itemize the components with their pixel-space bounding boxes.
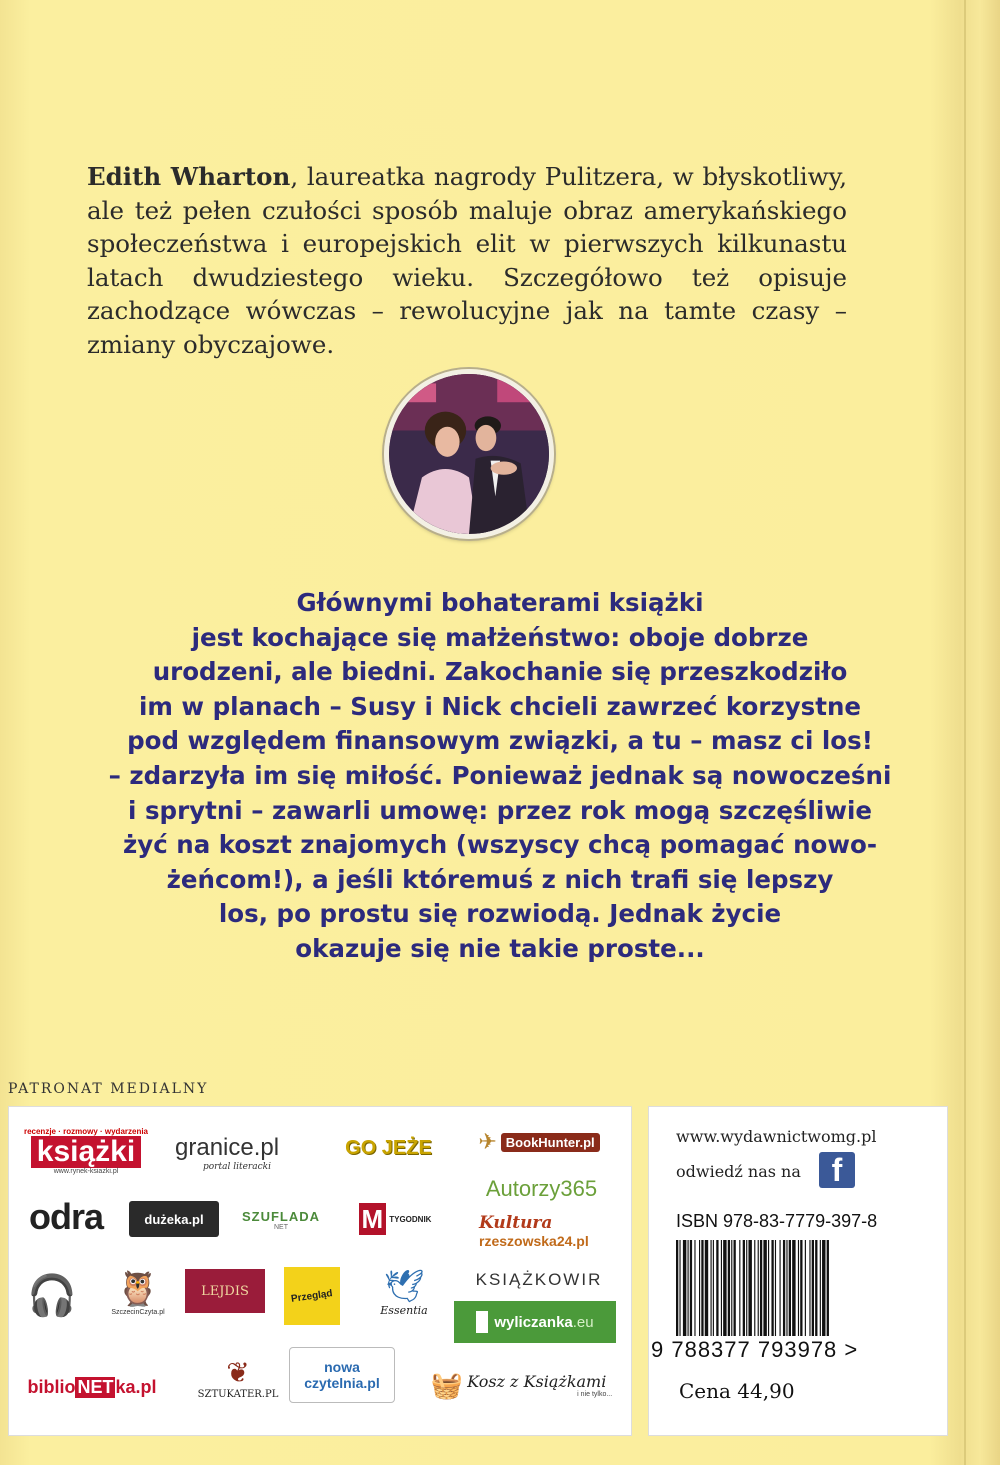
- barcode-bar: [805, 1240, 806, 1336]
- barcode-bar: [743, 1240, 745, 1336]
- logo-biblionetka-c: ka.pl: [115, 1376, 157, 1397]
- barcode-bar: [809, 1240, 810, 1336]
- logo-przeglad-text: Przegląd: [290, 1287, 334, 1305]
- barcode-bar: [716, 1240, 718, 1336]
- logo-szczecin-czyta: [93, 1257, 183, 1327]
- author-name: Edith Wharton: [87, 162, 291, 191]
- logo-miasto-text: TYGODNIK: [389, 1214, 432, 1224]
- isbn-barcode: [676, 1240, 913, 1336]
- barcode-bar: [683, 1240, 686, 1336]
- logo-granice: [175, 1129, 310, 1177]
- logo-szuflada-sub: NET: [274, 1224, 288, 1231]
- logo-ksiazkowir-text: KSIĄŻKOWIR: [475, 1270, 603, 1289]
- blurb-line: Głównymi bohaterami książki: [296, 588, 704, 617]
- logo-lejdis: [185, 1269, 265, 1313]
- barcode-bar: [734, 1240, 736, 1336]
- logo-bookhunter-text: BookHunter.pl: [501, 1133, 600, 1152]
- dancing-couple-photo: [384, 369, 554, 539]
- barcode-bar: [676, 1240, 678, 1336]
- barcode-bar: [746, 1240, 747, 1336]
- logo-podcast: [27, 1265, 77, 1325]
- blurb-line: im w planach – Susy i Nick chcieli zawrzeć korzystne: [138, 691, 862, 721]
- barcode-bar: [789, 1240, 791, 1336]
- logo-szczecin-text: SzczecinCzyta.pl: [111, 1308, 165, 1316]
- barcode-bar: [798, 1240, 799, 1336]
- barcode-bar: [728, 1240, 730, 1336]
- barcode-bar: [699, 1240, 700, 1336]
- barcode-bar: [812, 1240, 814, 1336]
- logo-biblionetka-b: NET: [77, 1376, 114, 1397]
- logo-ksiazki-url: www.rynek-ksiazki.pl: [53, 1168, 119, 1175]
- intro-paragraph: [87, 160, 847, 361]
- blurb-line: żyć na koszt znajomych (wszyscy chcą pomagać nowo-: [122, 830, 878, 860]
- logo-biblionetka-a: biblio: [27, 1376, 76, 1397]
- logo-kultura-title: Kultura: [479, 1213, 553, 1233]
- barcode-bar: [768, 1240, 769, 1336]
- dove-icon: 🕊: [383, 1267, 425, 1304]
- logo-wyliczanka: [454, 1301, 616, 1343]
- logo-kosz-z-ksiazkami: [419, 1357, 624, 1413]
- bookmark-icon: [476, 1311, 488, 1333]
- logo-kosz-sub: i nie tylko...: [577, 1391, 613, 1398]
- intro-text: , laureatka nagrody Pulitzera, w błyskotliwy, ale też pełen czułości sposób maluje obraz amerykańskiego społeczeństwa i europejskich elit w pierwszych kilkunastu latach dwudziestego wieku. Szczegółowo też opisuje zachodzące wówczas – rewolucyjne jak na tamte czasy – zmiany obyczajowe.: [87, 162, 847, 359]
- logo-kultura-rzeszowska: [479, 1211, 619, 1251]
- logo-ksiazki-tagline: recenzje · rozmowy · wydarzenia: [23, 1127, 149, 1136]
- blurb-line: okazuje się nie takie proste...: [295, 933, 705, 963]
- logo-essentia: [354, 1257, 454, 1327]
- logo-sztukater-text: SZTUKATER.PL: [197, 1388, 279, 1400]
- barcode-bar: [763, 1240, 766, 1336]
- logo-sztukater: [193, 1347, 283, 1409]
- barcode-bar: [760, 1240, 762, 1336]
- logo-wyliczanka-text: wyliczanka: [494, 1313, 573, 1331]
- barcode-bar: [690, 1240, 692, 1336]
- logo-czytelnia-text: czytelnia.pl: [304, 1375, 380, 1391]
- barcode-bar: [792, 1240, 795, 1336]
- logo-autorzy365: [464, 1171, 619, 1207]
- spine-edge: [964, 0, 966, 1465]
- logo-ksiazkowir: [454, 1265, 624, 1295]
- barcode-bar: [713, 1240, 714, 1336]
- barcode-bar: [758, 1240, 759, 1336]
- blurb-line: los, po prostu się rozwiodą. Jednak życie: [218, 899, 782, 929]
- logo-nowa-czytelnia: [289, 1347, 395, 1403]
- logo-odra-text: odra: [28, 1196, 103, 1237]
- price-label: Cena 44,90: [679, 1379, 795, 1403]
- blurb-line: urodzeni, ale biedni. Zakochanie się przeszkodziło: [152, 657, 848, 687]
- facebook-icon[interactable]: f: [819, 1152, 855, 1188]
- logo-autorzy365-text: Autorzy365: [485, 1176, 598, 1201]
- blurb-line: – zdarzyła im się miłość. Ponieważ jednak są nowocześni: [108, 760, 892, 790]
- headphones-icon: 🎧: [27, 1273, 77, 1318]
- barcode-bar: [701, 1240, 703, 1336]
- barcode-bar: [786, 1240, 787, 1336]
- barcode-bar: [820, 1240, 821, 1336]
- barcode-bar: [783, 1240, 785, 1336]
- barcode-bar: [731, 1240, 732, 1336]
- barcode-bar: [827, 1240, 829, 1336]
- barcode-bar: [815, 1240, 817, 1336]
- ornament-icon: ❦: [226, 1356, 250, 1388]
- barcode-bar: [800, 1240, 802, 1336]
- blurb-line: pod względem finansowym związki, a tu – masz ci los!: [127, 726, 873, 756]
- logo-ksiazki: [21, 1121, 151, 1181]
- logo-przeglad: [284, 1267, 340, 1325]
- barcode-bar: [705, 1240, 708, 1336]
- publisher-info-panel: [648, 1106, 948, 1436]
- logo-szuflada-text: SZUFLADA: [241, 1209, 321, 1224]
- photo-illustration: [389, 374, 549, 534]
- logo-biblionetka: [17, 1369, 167, 1405]
- logo-bookhunter: [459, 1117, 619, 1167]
- barcode-bar: [780, 1240, 781, 1336]
- barcode-bar: [771, 1240, 773, 1336]
- barcode-bar: [721, 1240, 722, 1336]
- logo-duzeka: [129, 1201, 219, 1237]
- book-blurb: [60, 586, 940, 967]
- owl-icon: 🦉: [116, 1269, 160, 1308]
- barcode-bar: [694, 1240, 695, 1336]
- logo-lejdis-text: LEJDIS: [201, 1283, 249, 1299]
- ml-badge-icon: M: [359, 1203, 387, 1235]
- barcode-bar: [748, 1240, 751, 1336]
- logo-granice-title: granice.pl: [175, 1134, 280, 1161]
- logo-nowa-text: nowa: [324, 1359, 360, 1375]
- logo-odra: [21, 1195, 111, 1239]
- logo-duzeka-text: dużeka.pl: [144, 1211, 204, 1227]
- barcode-bar: [723, 1240, 726, 1336]
- blurb-line: i sprytni – zawarli umowę: przez rok mogą szczęśliwie: [128, 795, 872, 825]
- blurb-line: żeńcom!), a jeśli któremuś z nich trafi się lepszy: [166, 864, 834, 894]
- logo-gojeze-text: GO JEŻE: [345, 1136, 432, 1159]
- visit-us-label: odwiedź nas na: [676, 1162, 801, 1181]
- logo-gojeze: [331, 1127, 446, 1169]
- barcode-digits: 9 788377 793978 >: [651, 1337, 859, 1362]
- barcode-bar: [688, 1240, 689, 1336]
- isbn-number: ISBN 978-83-7779-397-8: [676, 1211, 878, 1231]
- logo-wyliczanka-eu: .eu: [572, 1313, 594, 1331]
- barcode-bar: [711, 1240, 712, 1336]
- logo-granice-sub: portal literacki: [203, 1162, 271, 1172]
- blurb-line: jest kochające się małżeństwo: oboje dobrze: [191, 622, 809, 652]
- logo-kosz-text-group: [467, 1372, 612, 1398]
- logo-miasto-i-kultura: [345, 1197, 445, 1241]
- barcode-bar: [775, 1240, 776, 1336]
- media-partners-panel: [8, 1106, 632, 1436]
- publisher-website[interactable]: www.wydawnictwomg.pl: [676, 1127, 877, 1146]
- logo-kosz-text: Kosz z Książkami: [467, 1372, 607, 1391]
- logo-kultura-sub: rzeszowska24.pl: [479, 1233, 589, 1249]
- logo-szuflada: [231, 1203, 331, 1237]
- barcode-bar: [754, 1240, 755, 1336]
- logo-essentia-text: Essentia: [380, 1303, 428, 1317]
- media-patronage-heading: PATRONAT MEDIALNY: [8, 1081, 209, 1097]
- logo-ksiazki-title: książki: [31, 1136, 141, 1168]
- barcode-bar: [822, 1240, 825, 1336]
- barcode-bar: [679, 1240, 680, 1336]
- barcode-bar: [739, 1240, 740, 1336]
- basket-icon: 🧺: [430, 1369, 464, 1400]
- eagle-icon: ✈: [478, 1129, 497, 1154]
